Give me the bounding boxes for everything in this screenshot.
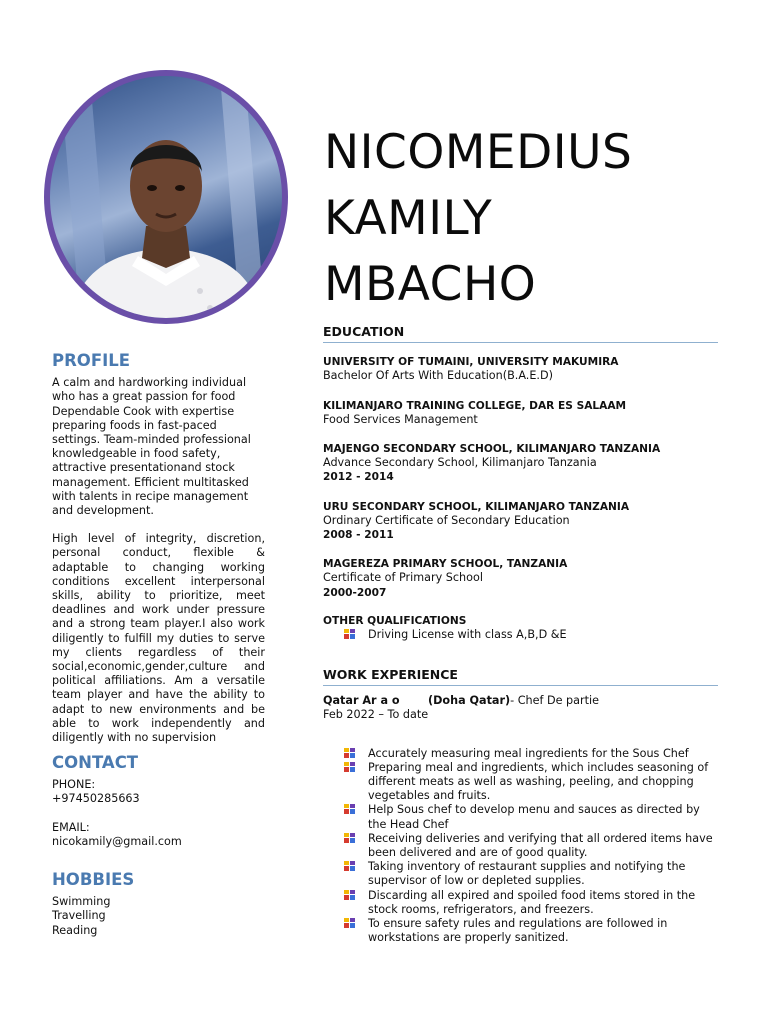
years: 2000-2007 bbox=[323, 586, 387, 599]
arrow-bullet-icon bbox=[344, 804, 355, 815]
email-label: EMAIL: bbox=[52, 820, 90, 834]
years: 2012 - 2014 bbox=[323, 471, 394, 484]
duty-text: Accurately measuring meal ingredients for the Sous Chef bbox=[368, 746, 689, 760]
work-experience-heading: WORK EXPERIENCE bbox=[323, 668, 718, 686]
arrow-bullet-icon bbox=[344, 918, 355, 929]
school-name: MAGEREZA PRIMARY SCHOOL, TANZANIA bbox=[323, 558, 568, 571]
degree: Advance Secondary School, Kilimanjaro Tanzania bbox=[323, 456, 597, 470]
education-heading: EDUCATION bbox=[323, 325, 718, 343]
arrow-bullet-icon bbox=[344, 861, 355, 872]
school-name: MAJENGO SECONDARY SCHOOL, KILIMANJARO TANZANIA bbox=[323, 443, 661, 456]
arrow-bullet-icon bbox=[344, 629, 355, 640]
school-name: KILIMANJARO TRAINING COLLEGE, DAR ES SALAAM bbox=[323, 399, 627, 412]
list-item bbox=[344, 860, 718, 888]
email-address: nicokamily@gmail.com bbox=[52, 834, 182, 848]
degree: Ordinary Certificate of Secondary Education bbox=[323, 513, 570, 527]
list-item bbox=[344, 889, 718, 917]
duty-text: Taking inventory of restaurant supplies and notifying the supervisor of low or depleted supplies. bbox=[368, 860, 686, 888]
school-name: URU SECONDARY SCHOOL, KILIMANJARO TANZANIA bbox=[323, 500, 630, 513]
phone-number: +97450285663 bbox=[52, 792, 140, 806]
arrow-bullet-icon bbox=[344, 762, 355, 773]
degree: Certificate of Primary School bbox=[323, 571, 483, 585]
duty-text: Preparing meal and ingredients, which includes seasoning of different meats as well as washing, peeling, and chopping vegetables and fruits. bbox=[368, 760, 709, 803]
work-experience-section bbox=[323, 668, 718, 945]
list-item bbox=[344, 917, 718, 945]
job-header bbox=[323, 694, 718, 708]
hobbies-heading: HOBBIES bbox=[52, 870, 135, 889]
profile-paragraph-2: High level of integrity, discretion, personal conduct, flexible & adaptable to changing working conditions excellent interpersonal skills, ability to prioritize, meet deadlines and work under pressure and a strong team player.I also work diligently to fulfill my duties to serve my clients regardless of their social,economic,gender,culture and political affiliations. Am a versatile team player and have the ability to adapt to new environments and be able to work independently and diligently with no supervision bbox=[52, 532, 265, 745]
name-line-1: NICOMEDIUS bbox=[324, 125, 633, 180]
degree: Food Services Management bbox=[323, 412, 478, 426]
duty-text: Help Sous chef to develop menu and sauces as directed by the Head Chef bbox=[368, 803, 700, 831]
other-qualifications-list bbox=[323, 628, 718, 642]
name-line-3: MBACHO bbox=[324, 257, 537, 312]
contact-heading: CONTACT bbox=[52, 753, 139, 772]
education-entry bbox=[323, 355, 718, 383]
profile-paragraph-1: A calm and hardworking individual who has a great passion for food Dependable Cook with expertise preparing foods in fast-paced settings. Team-minded professional knowledgeable in food safety, attractive presentationand stock management. Efficient multitasked with talents in recipe management and development. bbox=[52, 376, 251, 518]
job-dates: Feb 2022 – To date bbox=[323, 708, 429, 722]
profile-heading: PROFILE bbox=[52, 351, 131, 370]
education-entry bbox=[323, 500, 718, 543]
employer: Qatar Ar a o bbox=[323, 694, 400, 708]
education-entry bbox=[323, 557, 718, 600]
chef-portrait-image bbox=[50, 76, 282, 318]
profile-photo bbox=[44, 70, 288, 324]
arrow-bullet-icon bbox=[344, 890, 355, 901]
list-item bbox=[344, 747, 718, 761]
hobby-item: Travelling bbox=[52, 909, 106, 923]
education-section bbox=[323, 325, 718, 642]
arrow-bullet-icon bbox=[344, 748, 355, 759]
hobby-item: Reading bbox=[52, 923, 98, 937]
list-item bbox=[344, 803, 718, 831]
education-entry bbox=[323, 442, 718, 485]
list-item bbox=[344, 832, 718, 860]
contact-section bbox=[52, 753, 265, 849]
profile-section bbox=[52, 351, 265, 745]
list-item bbox=[344, 761, 718, 804]
years: 2008 - 2011 bbox=[323, 529, 394, 542]
duties-list bbox=[323, 747, 718, 946]
hobbies-section bbox=[52, 870, 265, 938]
job-location: (Doha Qatar) bbox=[428, 694, 511, 708]
duty-text: To ensure safety rules and regulations are followed in workstations are properly sanitized. bbox=[368, 917, 668, 945]
qualification-text: Driving License with class A,B,D &E bbox=[368, 628, 567, 642]
other-qualifications-heading: OTHER QUALIFICATIONS bbox=[323, 614, 467, 627]
duty-text: Receiving deliveries and verifying that all ordered items have been delivered and are of good quality. bbox=[368, 831, 713, 860]
candidate-name bbox=[324, 120, 744, 318]
school-name: UNIVERSITY OF TUMAINI, UNIVERSITY MAKUMIRA bbox=[323, 356, 619, 369]
name-line-2: KAMILY bbox=[324, 191, 493, 246]
degree: Bachelor Of Arts With Education(B.A.E.D) bbox=[323, 369, 553, 383]
arrow-bullet-icon bbox=[344, 833, 355, 844]
education-entry bbox=[323, 399, 718, 427]
phone-label: PHONE: bbox=[52, 778, 96, 792]
duty-text: Discarding all expired and spoiled food items stored in the stock rooms, refrigerators, and freezers. bbox=[368, 888, 696, 916]
hobby-item: Swimming bbox=[52, 895, 111, 909]
list-item bbox=[344, 628, 718, 642]
job-role: - Chef De partie bbox=[510, 694, 599, 708]
